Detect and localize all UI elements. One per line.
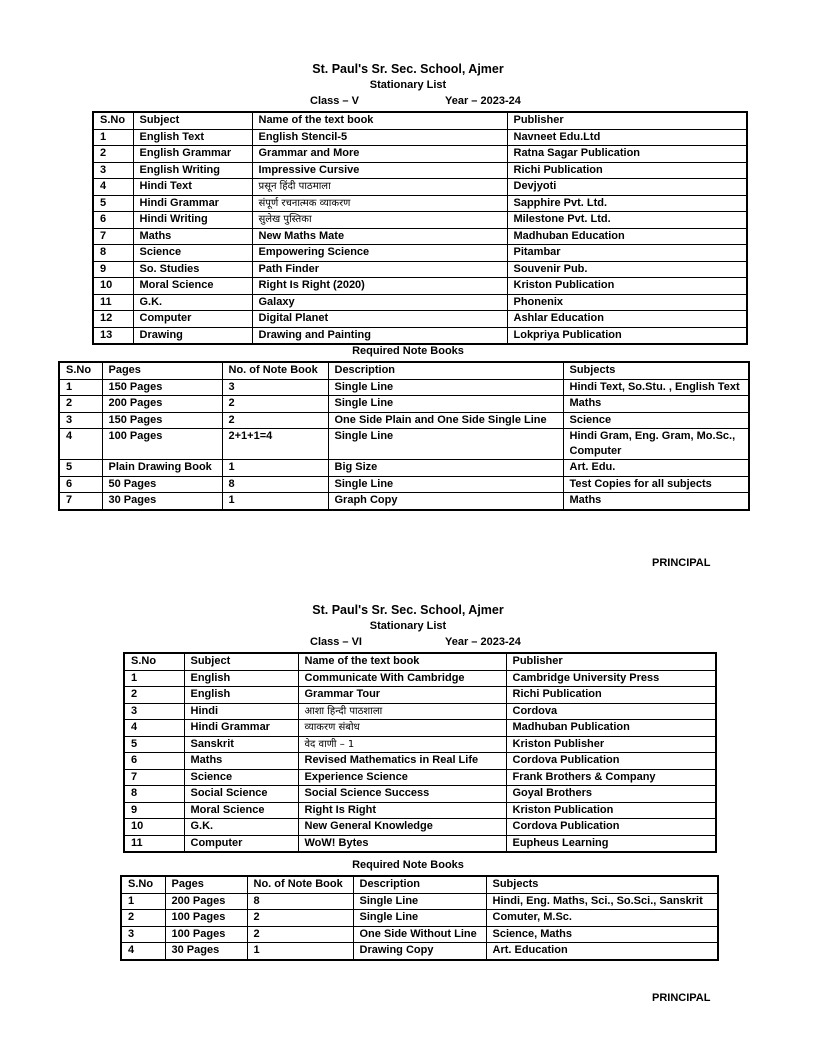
table-cell: Madhuban Publication: [506, 720, 716, 737]
table-cell: 8: [222, 476, 328, 493]
table-cell: Cordova: [506, 703, 716, 720]
header-cell: No. of Note Book: [247, 876, 353, 893]
table-cell: 4: [121, 943, 165, 960]
table-cell: Cambridge University Press: [506, 670, 716, 687]
table-cell: 200 Pages: [102, 396, 222, 413]
table-cell: Grammar Tour: [298, 687, 506, 704]
table-row: [124, 802, 716, 819]
table-cell: 11: [93, 294, 133, 311]
header-cell: Publisher: [507, 112, 747, 129]
table-cell: Frank Brothers & Company: [506, 769, 716, 786]
header-cell: S.No: [59, 362, 102, 379]
table-row: [121, 926, 718, 943]
table-row: [93, 146, 747, 163]
header-cell: Pages: [102, 362, 222, 379]
table-cell: Cordova Publication: [506, 753, 716, 770]
table-cell: New General Knowledge: [298, 819, 506, 836]
table-cell: 3: [121, 926, 165, 943]
table-cell: व्याकरण संबोध: [298, 720, 506, 737]
table-row: [121, 910, 718, 927]
table-cell: One Side Without Line: [353, 926, 486, 943]
table-cell: Digital Planet: [252, 311, 507, 328]
table-cell: 8: [124, 786, 184, 803]
table-cell: 30 Pages: [165, 943, 247, 960]
table-row: [59, 412, 749, 429]
table-row: [93, 195, 747, 212]
table-cell: Kriston Publication: [506, 802, 716, 819]
table-cell: 2: [247, 910, 353, 927]
table-cell: Kriston Publication: [507, 278, 747, 295]
header-cell: S.No: [124, 653, 184, 670]
header-cell: S.No: [121, 876, 165, 893]
table-cell: Drawing: [133, 327, 252, 344]
table-cell: Single Line: [328, 429, 563, 460]
table-cell: English Stencil-5: [252, 129, 507, 146]
table-cell: 9: [93, 261, 133, 278]
year-label: Year – 2023-24: [445, 636, 521, 648]
table-row: [93, 162, 747, 179]
table-cell: 8: [93, 245, 133, 262]
year-label: Year – 2023-24: [445, 95, 521, 107]
table-cell: 3: [124, 703, 184, 720]
table-cell: Richi Publication: [506, 687, 716, 704]
table-cell: New Maths Mate: [252, 228, 507, 245]
table-cell: Big Size: [328, 460, 563, 477]
table-row: [124, 835, 716, 852]
table-row: [124, 687, 716, 704]
table-cell: 3: [93, 162, 133, 179]
table-row: [59, 429, 749, 460]
table-row: [93, 327, 747, 344]
table-cell: 6: [93, 212, 133, 229]
table-cell: 12: [93, 311, 133, 328]
table-cell: 2: [222, 412, 328, 429]
table-cell: WoW! Bytes: [298, 835, 506, 852]
class-label: Class – VI: [310, 636, 362, 648]
table-cell: 200 Pages: [165, 893, 247, 910]
table-cell: Social Science Success: [298, 786, 506, 803]
school-name: St. Paul's Sr. Sec. School, Ajmer: [312, 603, 504, 617]
table-cell: 1: [222, 460, 328, 477]
table-row: [59, 493, 749, 510]
principal-signature-label: PRINCIPAL: [652, 992, 711, 1004]
table-row: [124, 786, 716, 803]
table-cell: Graph Copy: [328, 493, 563, 510]
table-cell: 100 Pages: [165, 910, 247, 927]
table-cell: 100 Pages: [102, 429, 222, 460]
table-cell: 5: [93, 195, 133, 212]
table-cell: Moral Science: [133, 278, 252, 295]
table-cell: Navneet Edu.Ltd: [507, 129, 747, 146]
table-cell: English Writing: [133, 162, 252, 179]
table-cell: Lokpriya Publication: [507, 327, 747, 344]
table-row: [93, 179, 747, 196]
table-cell: Hindi: [184, 703, 298, 720]
table-cell: Art. Education: [486, 943, 718, 960]
table-cell: 2: [121, 910, 165, 927]
table-cell: 2: [59, 396, 102, 413]
class-label: Class – V: [310, 95, 359, 107]
table-header-row: [124, 653, 716, 670]
textbook-table: [92, 111, 748, 345]
table-row: [124, 736, 716, 753]
table-cell: सुलेख पुस्तिका: [252, 212, 507, 229]
table-cell: Single Line: [328, 379, 563, 396]
table-row: [124, 703, 716, 720]
header-cell: Pages: [165, 876, 247, 893]
table-row: [124, 670, 716, 687]
table-cell: Empowering Science: [252, 245, 507, 262]
table-cell: G.K.: [184, 819, 298, 836]
table-row: [121, 943, 718, 960]
table-row: [93, 261, 747, 278]
table-cell: Social Science: [184, 786, 298, 803]
table-cell: 2: [247, 926, 353, 943]
table-cell: 4: [93, 179, 133, 196]
table-cell: प्रसून हिंदी पाठमाला: [252, 179, 507, 196]
table-row: [93, 311, 747, 328]
table-cell: 11: [124, 835, 184, 852]
header-cell: Subject: [184, 653, 298, 670]
table-cell: 6: [124, 753, 184, 770]
table-row: [93, 212, 747, 229]
table-cell: 3: [222, 379, 328, 396]
table-cell: Right Is Right (2020): [252, 278, 507, 295]
table-cell: Galaxy: [252, 294, 507, 311]
table-cell: 5: [124, 736, 184, 753]
table-cell: One Side Plain and One Side Single Line: [328, 412, 563, 429]
table-row: [124, 769, 716, 786]
header-cell: Name of the text book: [252, 112, 507, 129]
header-cell: No. of Note Book: [222, 362, 328, 379]
table-cell: 3: [59, 412, 102, 429]
table-cell: 1: [222, 493, 328, 510]
table-cell: Science: [184, 769, 298, 786]
table-cell: Hindi Writing: [133, 212, 252, 229]
table-cell: Impressive Cursive: [252, 162, 507, 179]
table-cell: Science, Maths: [486, 926, 718, 943]
table-cell: Goyal Brothers: [506, 786, 716, 803]
table-cell: English Grammar: [133, 146, 252, 163]
table-cell: आशा हिन्दी पाठशाला: [298, 703, 506, 720]
table-cell: Drawing Copy: [353, 943, 486, 960]
table-header-row: [121, 876, 718, 893]
table-row: [59, 379, 749, 396]
table-cell: 1: [247, 943, 353, 960]
table-cell: Milestone Pvt. Ltd.: [507, 212, 747, 229]
notebook-table: [58, 361, 750, 511]
table-cell: 2: [124, 687, 184, 704]
table-cell: 30 Pages: [102, 493, 222, 510]
table-cell: 100 Pages: [165, 926, 247, 943]
table-row: [124, 753, 716, 770]
table-cell: 4: [59, 429, 102, 460]
table-cell: Hindi Gram, Eng. Gram, Mo.Sc., Computer: [563, 429, 749, 460]
table-cell: Revised Mathematics in Real Life: [298, 753, 506, 770]
table-cell: Richi Publication: [507, 162, 747, 179]
table-cell: Sanskrit: [184, 736, 298, 753]
list-title: Stationary List: [369, 79, 447, 91]
table-cell: 2+1+1=4: [222, 429, 328, 460]
table-cell: English: [184, 687, 298, 704]
list-title: Stationary List: [369, 620, 447, 632]
table-cell: Right Is Right: [298, 802, 506, 819]
table-cell: 9: [124, 802, 184, 819]
table-cell: 10: [124, 819, 184, 836]
table-cell: English: [184, 670, 298, 687]
header-cell: Description: [328, 362, 563, 379]
table-cell: 1: [59, 379, 102, 396]
table-cell: Comuter, M.Sc.: [486, 910, 718, 927]
table-row: [93, 278, 747, 295]
school-name: St. Paul's Sr. Sec. School, Ajmer: [312, 62, 504, 76]
table-row: [59, 476, 749, 493]
table-cell: Souvenir Pub.: [507, 261, 747, 278]
table-cell: संपूर्ण रचनात्मक व्याकरण: [252, 195, 507, 212]
table-header-row: [59, 362, 749, 379]
table-cell: 6: [59, 476, 102, 493]
table-cell: So. Studies: [133, 261, 252, 278]
table-cell: Ratna Sagar Publication: [507, 146, 747, 163]
table-cell: Plain Drawing Book: [102, 460, 222, 477]
table-row: [93, 228, 747, 245]
table-row: [93, 129, 747, 146]
table-cell: Hindi Grammar: [133, 195, 252, 212]
table-cell: Single Line: [353, 893, 486, 910]
table-cell: G.K.: [133, 294, 252, 311]
notebooks-title: Required Note Books: [352, 345, 464, 357]
table-cell: 150 Pages: [102, 412, 222, 429]
table-cell: Experience Science: [298, 769, 506, 786]
table-cell: Eupheus Learning: [506, 835, 716, 852]
table-row: [124, 720, 716, 737]
table-cell: Computer: [184, 835, 298, 852]
table-cell: 5: [59, 460, 102, 477]
table-header-row: [93, 112, 747, 129]
table-cell: Maths: [563, 493, 749, 510]
table-cell: Kriston Publisher: [506, 736, 716, 753]
table-cell: वेद वाणी – 1: [298, 736, 506, 753]
table-row: [124, 819, 716, 836]
table-cell: Single Line: [328, 476, 563, 493]
table-cell: Science: [563, 412, 749, 429]
table-row: [59, 396, 749, 413]
table-cell: Hindi Text: [133, 179, 252, 196]
table-cell: Pitambar: [507, 245, 747, 262]
table-cell: 7: [124, 769, 184, 786]
table-cell: Hindi Text, So.Stu. , English Text: [563, 379, 749, 396]
table-cell: 150 Pages: [102, 379, 222, 396]
table-cell: Computer: [133, 311, 252, 328]
table-cell: Science: [133, 245, 252, 262]
textbook-table: [123, 652, 717, 853]
table-row: [93, 294, 747, 311]
table-cell: Phonenix: [507, 294, 747, 311]
table-cell: Hindi Grammar: [184, 720, 298, 737]
table-cell: Madhuban Education: [507, 228, 747, 245]
table-cell: 1: [124, 670, 184, 687]
table-cell: 1: [93, 129, 133, 146]
principal-signature-label: PRINCIPAL: [652, 557, 711, 569]
table-cell: 50 Pages: [102, 476, 222, 493]
table-cell: Maths: [133, 228, 252, 245]
header-cell: Publisher: [506, 653, 716, 670]
header-cell: Description: [353, 876, 486, 893]
table-cell: Moral Science: [184, 802, 298, 819]
header-cell: Subjects: [563, 362, 749, 379]
table-cell: Hindi, Eng. Maths, Sci., So.Sci., Sanskrit: [486, 893, 718, 910]
table-cell: 7: [59, 493, 102, 510]
table-cell: Sapphire Pvt. Ltd.: [507, 195, 747, 212]
table-cell: Maths: [563, 396, 749, 413]
table-cell: Cordova Publication: [506, 819, 716, 836]
header-cell: Subjects: [486, 876, 718, 893]
table-cell: 7: [93, 228, 133, 245]
table-row: [93, 245, 747, 262]
table-cell: 4: [124, 720, 184, 737]
table-cell: Test Copies for all subjects: [563, 476, 749, 493]
table-cell: Maths: [184, 753, 298, 770]
table-cell: 8: [247, 893, 353, 910]
notebook-table: [120, 875, 719, 961]
table-cell: Single Line: [353, 910, 486, 927]
notebooks-title: Required Note Books: [352, 859, 464, 871]
table-row: [121, 893, 718, 910]
header-cell: S.No: [93, 112, 133, 129]
table-cell: Communicate With Cambridge: [298, 670, 506, 687]
table-cell: Devjyoti: [507, 179, 747, 196]
table-cell: Drawing and Painting: [252, 327, 507, 344]
table-cell: Path Finder: [252, 261, 507, 278]
table-cell: 13: [93, 327, 133, 344]
table-cell: 2: [93, 146, 133, 163]
table-row: [59, 460, 749, 477]
header-cell: Subject: [133, 112, 252, 129]
table-cell: 10: [93, 278, 133, 295]
table-cell: Single Line: [328, 396, 563, 413]
header-cell: Name of the text book: [298, 653, 506, 670]
table-cell: Art. Edu.: [563, 460, 749, 477]
table-cell: English Text: [133, 129, 252, 146]
table-cell: Ashlar Education: [507, 311, 747, 328]
table-cell: 1: [121, 893, 165, 910]
table-cell: Grammar and More: [252, 146, 507, 163]
table-cell: 2: [222, 396, 328, 413]
